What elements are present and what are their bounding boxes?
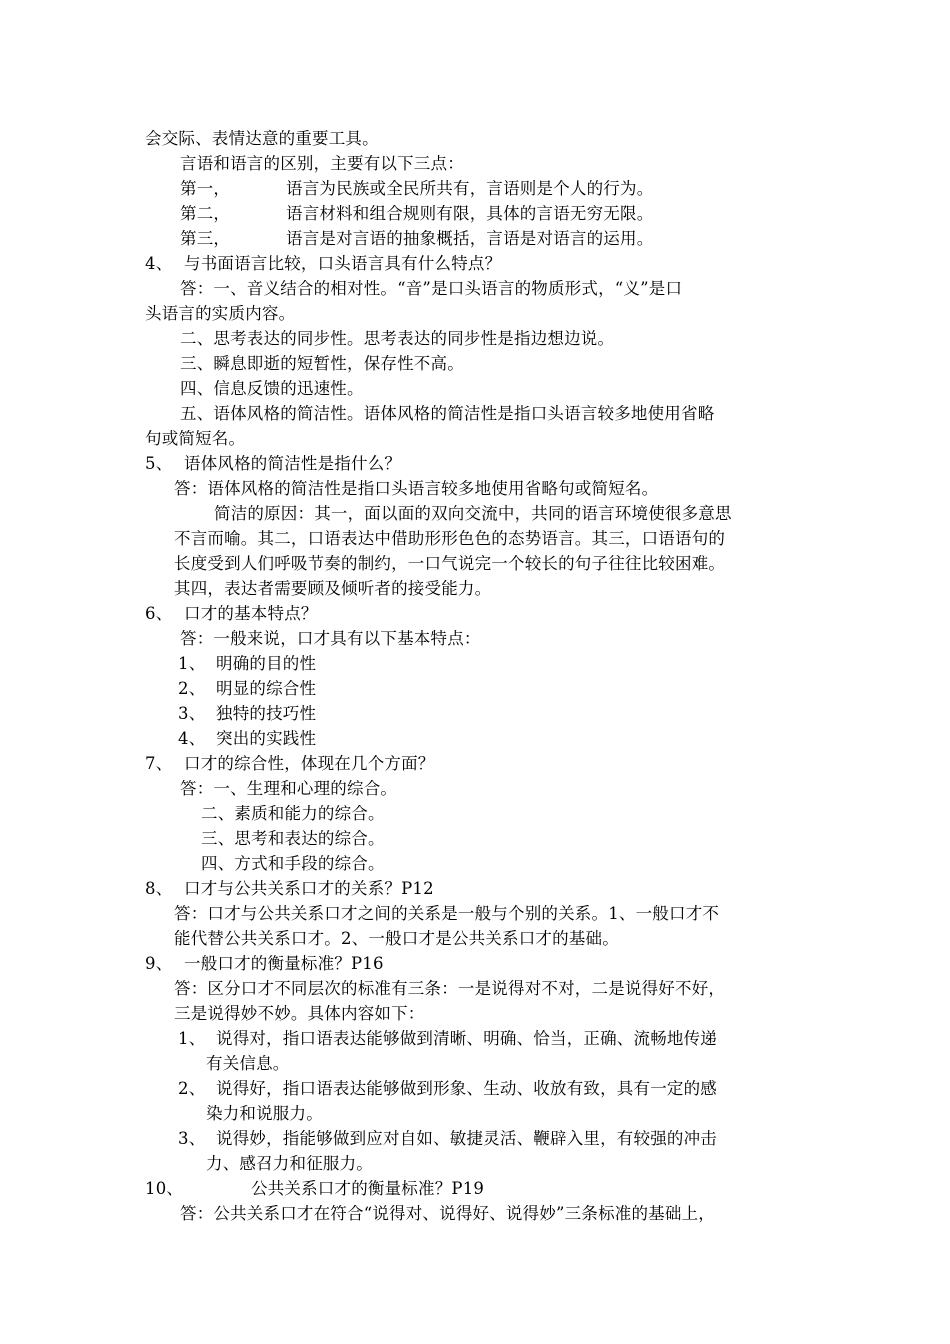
question-number: 8、 bbox=[145, 879, 173, 898]
text-line: 不言而喻。其二，口语表达中借助形形色色的态势语言。其三，口语语句的 bbox=[174, 529, 726, 548]
text-line: 头语言的实质内容。 bbox=[145, 304, 296, 323]
list-label: 第二， bbox=[180, 204, 231, 223]
text-line: 三是说得妙不妙。具体内容如下： bbox=[174, 1004, 425, 1023]
answer-line: 答：语体风格的简洁性是指口头语言较多地使用省略句或简短名。 bbox=[174, 479, 659, 498]
text-line: 力、感召力和征服力。 bbox=[206, 1154, 373, 1173]
text-line: 五、语体风格的简洁性。语体风格的简洁性是指口头语言较多地使用省略 bbox=[180, 404, 715, 423]
text-line: 言语和语言的区别，主要有以下三点： bbox=[180, 154, 464, 173]
text-line: 四、信息反馈的迅速性。 bbox=[180, 379, 364, 398]
list-label: 第一， bbox=[180, 179, 231, 198]
question-number: 9、 bbox=[145, 954, 173, 973]
answer-line: 答：一般来说，口才具有以下基本特点： bbox=[180, 629, 481, 648]
question-text: 口才的基本特点？ bbox=[184, 604, 318, 623]
text-line: 其四，表达者需要顾及倾听者的接受能力。 bbox=[174, 579, 492, 598]
list-item: 说得对，指口语表达能够做到清晰、明确、恰当，正确、流畅地传递 bbox=[216, 1029, 717, 1048]
text-line: 四、方式和手段的综合。 bbox=[201, 854, 385, 873]
question-text: 语体风格的简洁性是指什么？ bbox=[184, 454, 402, 473]
list-item: 独特的技巧性 bbox=[216, 704, 317, 723]
text-line: 语言材料和组合规则有限，具体的言语无穷无限。 bbox=[286, 204, 654, 223]
text-line: 三、瞬息即逝的短暂性，保存性不高。 bbox=[180, 354, 464, 373]
list-number: 3、 bbox=[178, 1129, 206, 1148]
list-number: 1、 bbox=[178, 1029, 206, 1048]
list-number: 4、 bbox=[178, 729, 206, 748]
question-number: 6、 bbox=[145, 604, 173, 623]
list-number: 2、 bbox=[178, 679, 206, 698]
list-item: 突出的实践性 bbox=[216, 729, 317, 748]
text-line: 简洁的原因：其一，面以面的双向交流中，共同的语言环境使很多意思 bbox=[214, 504, 732, 523]
list-number: 1、 bbox=[178, 654, 206, 673]
question-text: 口才的综合性，体现在几个方面？ bbox=[184, 754, 435, 773]
text-line: 二、素质和能力的综合。 bbox=[201, 804, 385, 823]
answer-line: 答：区分口才不同层次的标准有三条：一是说得对不对，二是说得好不好， bbox=[174, 979, 726, 998]
list-item: 明确的目的性 bbox=[216, 654, 317, 673]
text-line: 染力和说服力。 bbox=[206, 1104, 323, 1123]
answer-line: 答：公共关系口才在符合“说得对、说得好、说得妙”三条标准的基础上， bbox=[180, 1204, 715, 1223]
question-number: 4、 bbox=[145, 254, 173, 273]
text-line: 会交际、表情达意的重要工具。 bbox=[145, 129, 379, 148]
text-line: 三、思考和表达的综合。 bbox=[201, 829, 385, 848]
list-item: 说得好，指口语表达能够做到形象、生动、收放有致，具有一定的感 bbox=[216, 1079, 717, 1098]
question-text: 一般口才的衡量标准？P16 bbox=[184, 954, 384, 973]
list-number: 2、 bbox=[178, 1079, 206, 1098]
text-line: 二、思考表达的同步性。思考表达的同步性是指边想边说。 bbox=[180, 329, 615, 348]
list-item: 明显的综合性 bbox=[216, 679, 317, 698]
answer-line: 答：口才与公共关系口才之间的关系是一般与个别的关系。1、一般口才不 bbox=[174, 904, 720, 923]
text-line: 能代替公共关系口才。2、一般口才是公共关系口才的基础。 bbox=[174, 929, 619, 948]
text-line: 语言是对言语的抽象概括，言语是对语言的运用。 bbox=[286, 229, 654, 248]
list-number: 3、 bbox=[178, 704, 206, 723]
text-line: 长度受到人们呼吸节奏的制约，一口气说完一个较长的句子往往比较困难。 bbox=[174, 554, 726, 573]
answer-line: 答：一、生理和心理的综合。 bbox=[180, 779, 398, 798]
question-number: 10、 bbox=[145, 1179, 184, 1198]
text-line: 有关信息。 bbox=[206, 1054, 290, 1073]
question-text: 与书面语言比较，口头语言具有什么特点？ bbox=[184, 254, 502, 273]
question-text: 口才与公共关系口才的关系？P12 bbox=[184, 879, 434, 898]
answer-line: 答：一、音义结合的相对性。“音”是口头语言的物质形式，“义”是口 bbox=[180, 279, 683, 298]
question-text: 公共关系口才的衡量标准？P19 bbox=[251, 1179, 485, 1198]
question-number: 7、 bbox=[145, 754, 173, 773]
question-number: 5、 bbox=[145, 454, 173, 473]
text-line: 语言为民族或全民所共有，言语则是个人的行为。 bbox=[286, 179, 654, 198]
list-item: 说得妙，指能够做到应对自如、敏捷灵活、鞭辟入里，有较强的冲击 bbox=[216, 1129, 717, 1148]
text-line: 句或简短名。 bbox=[145, 429, 246, 448]
list-label: 第三， bbox=[180, 229, 231, 248]
